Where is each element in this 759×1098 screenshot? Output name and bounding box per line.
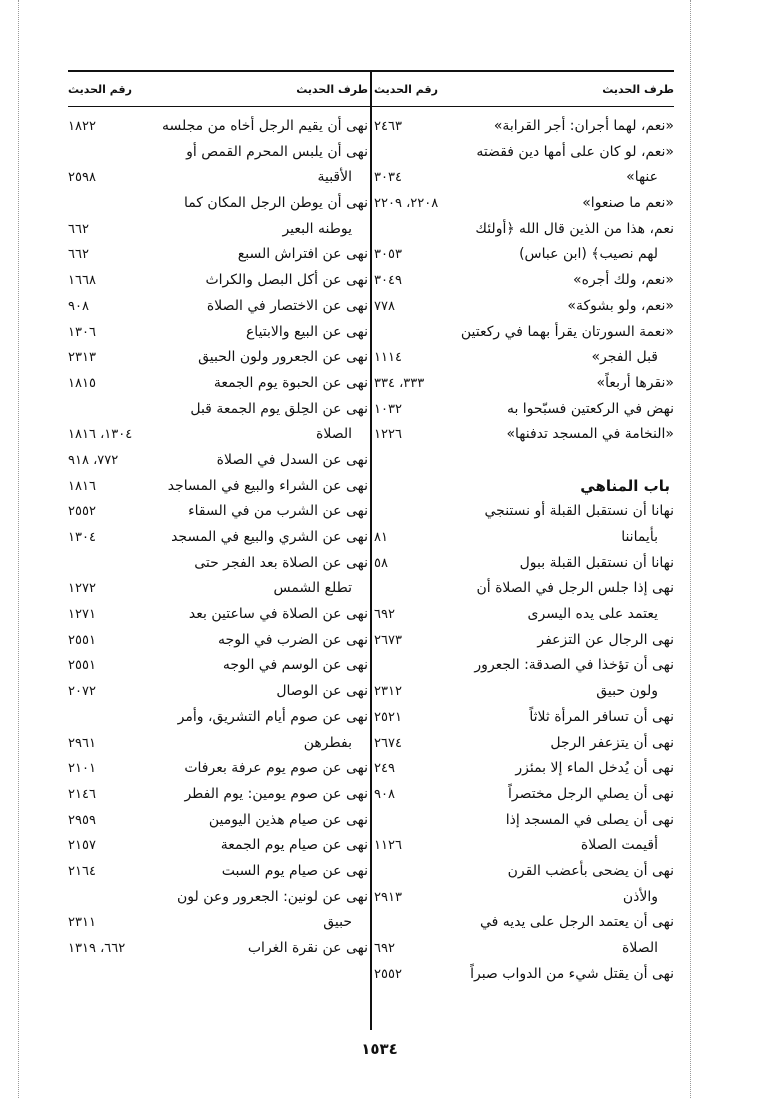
index-entry — [68, 936, 368, 962]
entry-number: ٢٦٧٤ — [374, 735, 402, 751]
entry-number: ٢٥٩٨ — [68, 170, 96, 186]
entry-number: ١٨١٥ — [68, 375, 96, 391]
index-entry — [374, 525, 674, 551]
index-entry — [374, 962, 674, 988]
entry-number: ١٠٣٢ — [374, 401, 402, 417]
index-entry — [374, 268, 674, 294]
index-entry — [374, 731, 674, 757]
entry-text: نهى أن يصلى في المسجد إذا — [505, 811, 674, 828]
index-entry — [68, 371, 368, 397]
index-entry — [68, 165, 368, 191]
header-term-label: طرف الحديث — [602, 83, 674, 96]
entry-text: الصلاة — [622, 940, 658, 956]
header-number-label: رقم الحديث — [68, 83, 132, 96]
entry-number: ٣٠٤٩ — [374, 273, 402, 289]
index-entry — [374, 294, 674, 320]
entry-text: نهى عن البيع والابتياع — [245, 323, 368, 340]
index-entry — [68, 191, 368, 217]
index-entry — [68, 628, 368, 654]
left-column-header — [68, 70, 368, 106]
entry-text: «نعم ما صنعوا» — [582, 195, 674, 212]
entry-number: ٧٧٨ — [374, 298, 395, 314]
entry-number: ٢٣١٣ — [68, 350, 96, 366]
index-entry — [68, 833, 368, 859]
entry-number: ١٣٠٤، ١٨١٦ — [68, 427, 133, 443]
entry-number: ١٨١٦ — [68, 478, 96, 494]
column-separator — [370, 70, 372, 1030]
index-entry — [374, 140, 674, 166]
entry-text: نهى أن تسافر المرأة ثلاثاً — [529, 708, 674, 725]
entry-number: ٥٨ — [374, 555, 388, 571]
entry-text: نهى أن يضحى بأعضب القرن — [507, 862, 674, 879]
index-entry — [374, 114, 674, 140]
entry-number: ١١١٤ — [374, 350, 402, 366]
entry-text: «نعم، لو كان على أمها دين فقضته — [476, 143, 674, 160]
index-entry — [68, 885, 368, 911]
entry-text: نهى أن يقيم الرجل أخاه من مجلسه — [161, 118, 368, 134]
index-entry — [374, 242, 674, 268]
index-entry — [374, 756, 674, 782]
entry-number: ١١٢٦ — [374, 838, 402, 854]
index-entry — [68, 499, 368, 525]
index-entry — [68, 114, 368, 140]
left-column-rows — [68, 114, 368, 962]
index-entry — [68, 731, 368, 757]
index-entry — [68, 422, 368, 448]
entry-text: نهى إذا جلس الرجل في الصلاة أن — [476, 580, 674, 597]
entry-text: يوطنه البعير — [282, 220, 352, 237]
index-entry — [374, 936, 674, 962]
entry-number: ٧٧٢، ٩١٨ — [68, 452, 119, 468]
entry-text: «نقرها أربعاً» — [596, 374, 674, 391]
index-entry — [374, 628, 674, 654]
right-column — [374, 70, 674, 982]
entry-number: ٣٠٣٤ — [374, 170, 402, 186]
entry-number: ٢١٥٧ — [68, 838, 96, 854]
index-entry — [68, 756, 368, 782]
entry-text: «نعم، ولك أجره» — [573, 272, 674, 289]
index-entry — [374, 165, 674, 191]
index-entry — [374, 679, 674, 705]
entry-text: لهم نصيب﴾ (ابن عباس) — [519, 246, 658, 263]
entry-text: الأقبية — [317, 169, 352, 186]
entry-text: نهى الرجال عن التزعفر — [537, 631, 674, 648]
entry-text: نهى عن الوصال — [276, 683, 368, 700]
index-entry — [374, 910, 674, 936]
entry-number: ٦٩٢ — [374, 941, 395, 956]
entry-text: نهى أن تؤخذا في الصدقة: الجعرور — [474, 657, 674, 674]
entry-number: ٦٦٢، ١٣١٩ — [68, 941, 126, 956]
entry-text: نهض في الركعتين فسبّحوا به — [506, 400, 674, 417]
entry-number: ١٢٧٢ — [68, 581, 96, 597]
entry-number: ٣٠٥٣ — [374, 247, 402, 263]
index-entry — [68, 268, 368, 294]
index-entry — [68, 808, 368, 834]
entry-text: نهى عن الشراء والبيع في المساجد — [167, 477, 368, 494]
entry-number: ٢٤٩ — [374, 761, 395, 777]
index-entry — [374, 859, 674, 885]
entry-text: نهانا أن نستقبل القبلة أو نستنجي — [484, 503, 674, 520]
right-column-header — [374, 70, 674, 106]
entry-text: نهى عن الوسم في الوجه — [222, 657, 368, 674]
right-edge-dots — [690, 0, 691, 1098]
entry-number: ١٨٢٢ — [68, 119, 96, 134]
entry-text: نهى عن الصلاة في ساعتين بعد — [188, 606, 368, 623]
entry-number: ٢٦٧٣ — [374, 632, 402, 648]
index-entry — [68, 653, 368, 679]
entry-number: ٢٠٧٢ — [68, 684, 96, 700]
index-entry — [374, 885, 674, 911]
index-entry — [374, 705, 674, 731]
entry-text: والأذن — [622, 888, 658, 905]
entry-text: نهى عن صوم يومين: يوم الفطر — [184, 785, 368, 802]
entry-number: ٢٥٥٢ — [374, 966, 402, 982]
entry-text: «النخامة في المسجد تدفنها» — [506, 426, 674, 443]
entry-text: الصلاة — [316, 426, 352, 443]
index-entry — [68, 910, 368, 936]
entry-text: تطلع الشمس — [273, 580, 352, 597]
entry-number: ٢١٤٦ — [68, 786, 96, 802]
page-number: ١٥٣٤ — [361, 1040, 398, 1058]
index-entry — [374, 808, 674, 834]
entry-text: نهى عن صيام يوم الجمعة — [220, 837, 368, 854]
index-entry — [68, 242, 368, 268]
entry-number: ٩٠٨ — [374, 786, 395, 802]
entry-text: نهى أن يتزعفر الرجل — [550, 734, 674, 751]
index-entry — [374, 576, 674, 602]
entry-number: ٢٩٦١ — [68, 735, 96, 751]
index-entry — [68, 602, 368, 628]
index-entry — [374, 371, 674, 397]
index-entry — [374, 422, 674, 448]
index-entry — [374, 782, 674, 808]
index-entry — [374, 320, 674, 346]
index-entry — [374, 653, 674, 679]
entry-text: نهى عن الحبوة يوم الجمعة — [213, 374, 368, 391]
index-entry — [68, 859, 368, 885]
entry-text: «نعم، ولو بشوكة» — [567, 297, 674, 314]
entry-number: ٦٦٢ — [68, 221, 89, 237]
entry-text: نهى عن صوم يوم عرفة بعرفات — [184, 760, 368, 777]
index-entry — [68, 679, 368, 705]
entry-number: ٢٥٥١ — [68, 658, 96, 674]
entry-number: ٢١٠١ — [68, 761, 96, 777]
entry-text: نهى أن يُدخل الماء إلا بمئزر — [515, 760, 674, 777]
entry-text: نهى عن لونين: الجعرور وعن لون — [176, 888, 368, 905]
entry-text: نهى عن الضرب في الوجه — [218, 631, 368, 648]
entry-text: عنها» — [626, 169, 658, 186]
index-entry — [68, 294, 368, 320]
entry-text: نهى عن صيام يوم السبت — [221, 862, 368, 879]
entry-text: نهى أن يعتمد الرجل على يديه في — [479, 914, 674, 931]
entry-text: نهى أن يقتل شيء من الدواب صبراً — [470, 965, 674, 982]
entry-text: نهى عن السدل في الصلاة — [216, 451, 368, 468]
entry-number: ٦٩٢ — [374, 607, 395, 623]
entry-number: ١٢٢٦ — [374, 427, 402, 443]
entry-text: نهى عن أكل البصل والكراث — [205, 272, 368, 289]
index-entry — [374, 551, 674, 577]
index-entry — [374, 448, 674, 474]
index-entry — [68, 474, 368, 500]
entry-text: نهى عن صيام هذين اليومين — [208, 811, 368, 828]
index-entry — [68, 320, 368, 346]
index-entry — [68, 551, 368, 577]
index-entry — [374, 499, 674, 525]
entry-number: ١٣٠٤ — [68, 530, 96, 545]
entry-text: ولون حبيق — [596, 683, 658, 700]
entry-number: ١٦٦٨ — [68, 273, 96, 289]
entry-number: ٢٥٥١ — [68, 632, 96, 648]
entry-number: ٢٩٥٩ — [68, 812, 96, 828]
index-entry — [68, 217, 368, 243]
entry-number: ٢٣١٢ — [374, 684, 402, 700]
index-entry — [374, 217, 674, 243]
entry-number: ٢٣١١ — [68, 915, 96, 931]
entry-text: نهى عن صوم أيام التشريق، وأمر — [177, 708, 368, 725]
entry-text: نهى عن الصلاة بعد الفجر حتى — [194, 554, 368, 571]
index-entry — [68, 448, 368, 474]
entry-number: ١٢٧١ — [68, 607, 96, 623]
left-edge-dots — [18, 0, 19, 1098]
entry-text: قبل الفجر» — [591, 349, 658, 366]
entry-text: بفطرهن — [303, 734, 352, 751]
entry-number: ٢٤٦٣ — [374, 119, 402, 134]
entry-text: نهى عن نقرة الغراب — [247, 940, 368, 956]
left-column — [68, 70, 368, 956]
index-entry — [68, 345, 368, 371]
section-heading — [374, 474, 674, 500]
index-entry — [68, 397, 368, 423]
entry-number: ٣٣٣، ٣٣٤ — [374, 375, 425, 391]
header-number-label: رقم الحديث — [374, 83, 438, 96]
index-entry — [374, 397, 674, 423]
right-column-rows — [374, 114, 674, 987]
entry-number: ٢٥٢١ — [374, 709, 402, 725]
index-entry — [68, 576, 368, 602]
entry-number: ٢٢٠٨، ٢٢٠٩ — [374, 196, 439, 212]
header-term-label: طرف الحديث — [296, 83, 368, 96]
entry-text: نهى أن يصلي الرجل مختصراً — [508, 785, 674, 802]
index-entry — [374, 345, 674, 371]
entry-text: نهى عن الاختصار في الصلاة — [206, 297, 368, 314]
entry-number: ١٣٠٦ — [68, 324, 96, 340]
entry-number: ٢٥٥٢ — [68, 504, 96, 520]
index-entry — [68, 705, 368, 731]
entry-text: أقيمت الصلاة — [580, 837, 658, 854]
entry-text: يعتمد على يده اليسرى — [527, 606, 658, 623]
index-entry — [374, 602, 674, 628]
index-entry — [374, 833, 674, 859]
entry-text: نهى عن الشري والبيع في المسجد — [171, 529, 368, 545]
entry-text: باب المناهي — [580, 476, 670, 495]
index-entry — [68, 140, 368, 166]
entry-number: ٩٠٨ — [68, 298, 89, 314]
entry-text: نهى أن يوطن الرجل المكان كما — [183, 195, 368, 212]
index-entry — [68, 525, 368, 551]
entry-text: بأيماننا — [621, 529, 658, 545]
index-entry — [374, 191, 674, 217]
entry-text: نهى عن الجعرور ولون الحبيق — [198, 349, 368, 366]
entry-text: حبيق — [323, 914, 352, 931]
entry-number: ٢٩١٣ — [374, 889, 402, 905]
entry-text: نهى عن الشرب من في السقاء — [188, 503, 368, 520]
entry-text: «نعمة السورتان يقرأ بهما في ركعتين — [460, 323, 674, 340]
entry-text: نعم، هذا من الذين قال الله ﴿أولئك — [475, 220, 674, 237]
entry-text: «نعم، لهما أجران: أجر القرابة» — [493, 118, 674, 134]
index-entry — [68, 782, 368, 808]
entry-text: نهى عن الحِلق يوم الجمعة قبل — [190, 400, 368, 417]
index-page — [68, 70, 674, 1030]
entry-number: ٦٦٢ — [68, 247, 89, 263]
entry-number: ٨١ — [374, 530, 388, 545]
entry-text: نهانا أن نستقبل القبلة ببول — [519, 554, 674, 571]
entry-text: نهى عن افتراش السبع — [237, 246, 368, 263]
entry-number: ٢١٦٤ — [68, 863, 96, 879]
entry-text: نهى أن يلبس المحرم القمص أو — [186, 143, 368, 160]
